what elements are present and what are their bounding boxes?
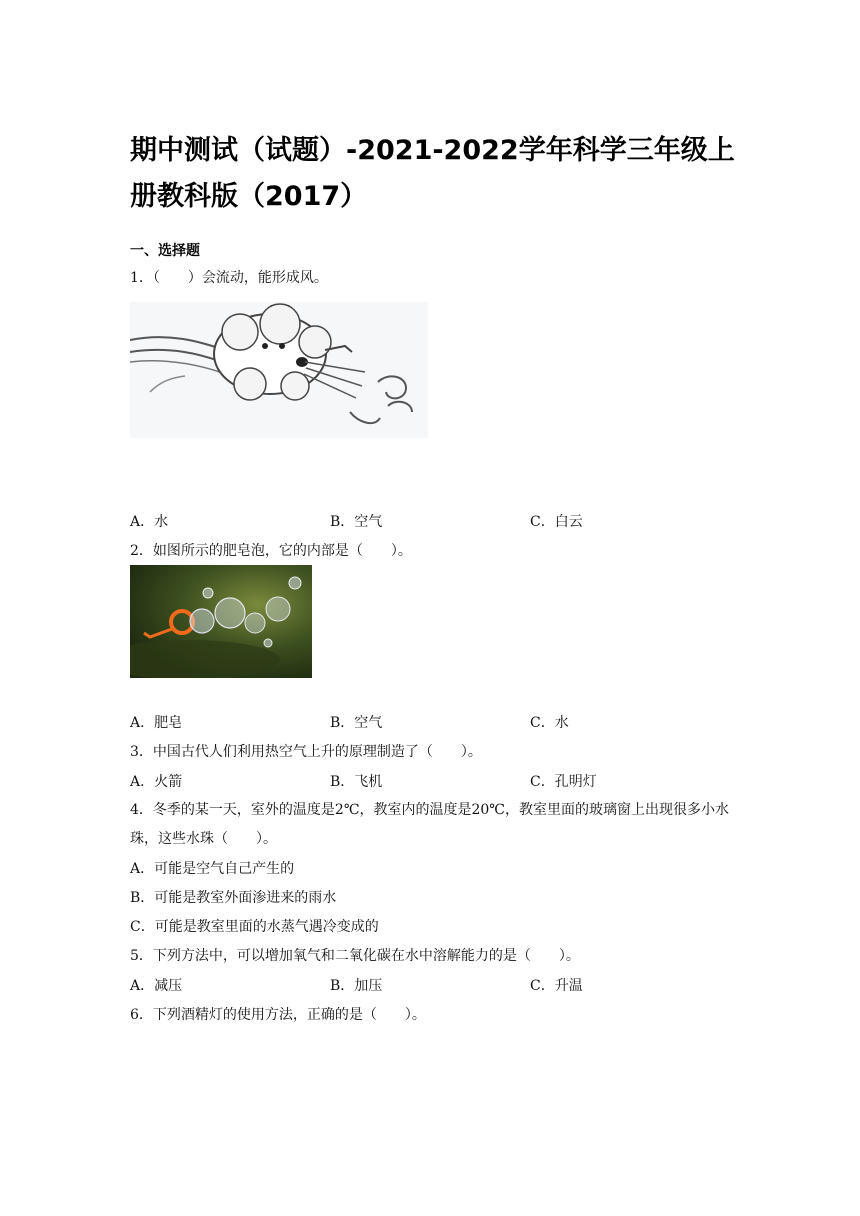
soap-bubbles-photo — [130, 565, 312, 678]
q2-option-a: A．肥皂 — [130, 715, 183, 731]
question-3-stem: 3．中国古代人们利用热空气上升的原理制造了（ ）。 — [130, 744, 482, 760]
question-5-stem: 5．下列方法中，可以增加氧气和二氧化碳在水中溶解能力的是（ ）。 — [130, 948, 580, 964]
q3-option-c: C．孔明灯 — [530, 774, 597, 790]
q2-option-c: C．水 — [530, 715, 569, 731]
question-2-stem: 2．如图所示的肥皂泡，它的内部是（ ）。 — [130, 543, 412, 559]
q5-option-c: C．升温 — [530, 978, 583, 994]
q3-option-a: A．火箭 — [130, 774, 183, 790]
q2-option-b: B．空气 — [330, 715, 383, 731]
q4-option-c: C．可能是教室里面的水蒸气遇冷变成的 — [130, 919, 379, 935]
q5-option-a: A．减压 — [130, 978, 183, 994]
q5-option-b: B．加压 — [330, 978, 383, 994]
q1-option-c: C．白云 — [530, 514, 583, 530]
question-4-stem: 4．冬季的某一天，室外的温度是2℃，教室内的温度是20℃，教室里面的玻璃窗上出现很多小水珠，这些水珠（ ）。 — [130, 802, 729, 847]
page-title: 期中测试（试题）-2021-2022学年科学三年级上册教科版（2017） — [130, 135, 735, 212]
question-1-stem: 1．（ ）会流动，能形成风。 — [130, 270, 328, 286]
section-heading: 一、选择题 — [130, 243, 200, 259]
q4-option-b: B．可能是教室外面渗进来的雨水 — [130, 890, 337, 906]
q1-option-b: B．空气 — [330, 514, 383, 530]
q3-option-b: B．飞机 — [330, 774, 383, 790]
q1-option-a: A．水 — [130, 514, 169, 530]
wind-cloud-illustration — [130, 302, 428, 438]
q4-option-a: A．可能是空气自己产生的 — [130, 861, 295, 877]
question-6-stem: 6．下列酒精灯的使用方法，正确的是（ ）。 — [130, 1007, 426, 1023]
